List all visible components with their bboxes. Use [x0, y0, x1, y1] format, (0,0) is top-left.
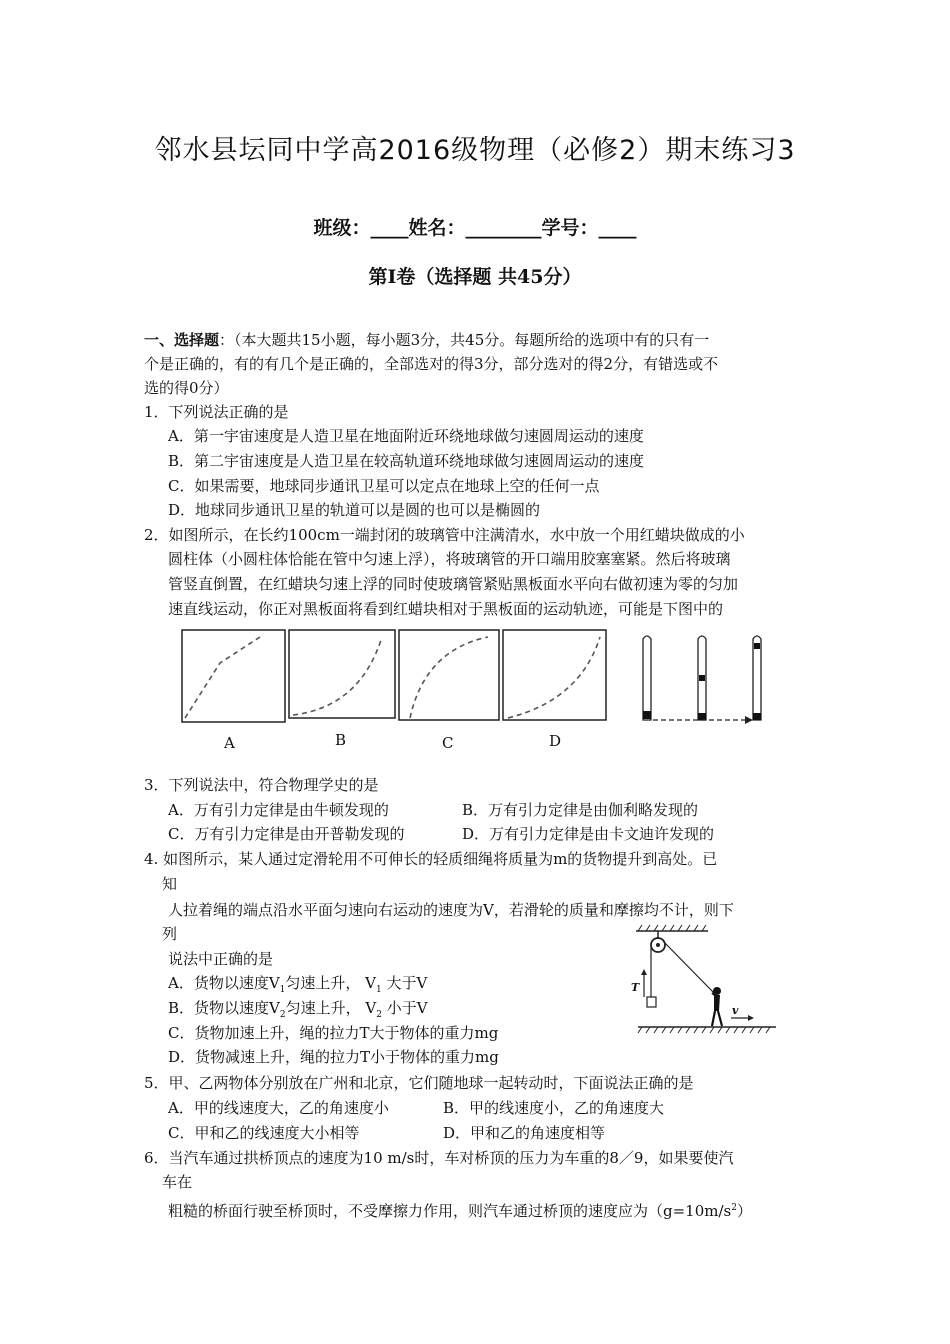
student-info-line: [0, 213, 950, 240]
q6-line-3-text: 粗糙的桥面行驶至桥顶时，不受摩擦力作用，则汽车通过桥顶的速度应为（g=10m/s: [168, 1202, 732, 1220]
q4-velocity-arrow-head: [748, 1015, 754, 1021]
q2-tube-base-3: [753, 713, 761, 720]
q4-line-2: 知: [162, 875, 178, 893]
q2-wax-block-1: [643, 711, 651, 719]
q1-stem: 1．下列说法正确的是: [144, 403, 289, 421]
q5-option-b: B．甲的线速度小，乙的角速度大: [443, 1099, 665, 1117]
q4-line-5: 说法中正确的是: [168, 950, 274, 968]
q2-box-c: [399, 630, 499, 720]
q2-path-a: [185, 637, 260, 718]
q2-label-d: D: [549, 732, 562, 750]
q2-line-2: 圆柱体（小圆柱体恰能在管中匀速上浮），将玻璃管的开口端用胶塞塞紧。然后将玻璃: [168, 550, 731, 568]
q2-box-d: [503, 630, 606, 720]
q4-tension-arrow-head: [641, 969, 647, 975]
name-label: 姓名：: [408, 217, 466, 239]
q4-line-3: 人拉着绳的端点沿水平面匀速向右运动的速度为V，若滑轮的质量和摩擦均不计，则下: [168, 901, 734, 919]
id-blank[interactable]: ____: [598, 217, 637, 239]
q4-line-4: 列: [162, 925, 178, 943]
q1-option-a: A．第一宇宙速度是人造卫星在地面附近环绕地球做匀速圆周运动的速度: [168, 427, 644, 445]
q4-velocity-label: v: [732, 1004, 739, 1017]
q2-tube-base-2: [698, 713, 706, 720]
q2-label-a: A: [224, 734, 235, 752]
q2-path-c: [410, 637, 488, 718]
q2-tube-1: [643, 636, 651, 720]
q3-option-b: B．万有引力定律是由伽利略发现的: [462, 801, 699, 819]
q2-wax-block-3: [754, 643, 760, 649]
q3-option-d: D．万有引力定律是由卡文迪许发现的: [462, 825, 715, 843]
q4-person: [712, 987, 722, 1026]
q1-option-b: B．第二宇宙速度是人造卫星在较高轨道环绕地球做匀速圆周运动的速度: [168, 452, 645, 470]
section-intro-line-1: [144, 328, 709, 352]
q2-line-3: 管竖直倒置，在红蜡块匀速上浮的同时使玻璃管紧贴黑板面水平向右做初速为零的匀加: [168, 575, 739, 593]
q1-option-c: C．如果需要，地球同步通讯卫星可以定点在地球上空的任何一点: [168, 477, 600, 495]
page-title: 邻水县坛同中学高2016级物理（必修2）期末练习3: [154, 135, 796, 166]
q2-line-4: 速直线运动，你正对黑板面将看到红蜡块相对于黑板面的运动轨迹，可能是下图中的: [168, 600, 724, 618]
q5-option-a: A．甲的线速度大，乙的角速度小: [168, 1099, 389, 1117]
q6-line-3-close: ）: [736, 1202, 752, 1220]
q6-line-1: 6．当汽车通过拱桥顶点的速度为10 m/s时，车对桥顶的压力为车重的8／9，如果要使汽: [144, 1149, 734, 1167]
q4-option-b-text: B．货物以速度V: [168, 999, 280, 1017]
q6-line-3: [168, 1196, 752, 1223]
section-intro-text: ：（本大题共15小题，每小题3分，共45分。每题所给的选项中有的只有一: [219, 331, 710, 349]
section-heading: 一、选择题: [144, 331, 220, 349]
q6-line-2: 车在: [162, 1173, 193, 1191]
q4-option-d: D．货物减速上升，绳的拉力T小于物体的重力mg: [168, 1048, 499, 1066]
id-label: 学号：: [541, 217, 599, 239]
q3-option-c: C．万有引力定律是由开普勒发现的: [168, 825, 405, 843]
q2-motion-arrow-head: [745, 716, 753, 724]
q2-wax-block-2: [699, 675, 705, 681]
q4-option-a-sub-1: 1: [279, 985, 286, 995]
q4-option-b-text-2: 匀速上升， V: [285, 999, 377, 1017]
class-label: 班级：: [313, 217, 371, 239]
q4-option-a-sub-2: 1: [376, 985, 382, 995]
q2-line-1: 2．如图所示，在长约100cm一端封闭的玻璃管中注满清水，水中放一个用红蜡块做成的小: [144, 526, 745, 544]
q3-stem: 3．下列说法中，符合物理学史的是: [144, 776, 379, 794]
section-intro-line-3: 选的得0分）: [144, 379, 229, 397]
q2-label-c: C: [442, 734, 454, 752]
q3-option-a: A．万有引力定律是由牛顿发现的: [168, 801, 389, 819]
q4-cargo: [647, 997, 656, 1007]
q4-tension-label: T: [631, 981, 640, 994]
q2-label-b: B: [335, 731, 347, 749]
q4-option-a-text-2: 匀速上升， V: [285, 974, 377, 992]
q4-option-b-sub-1: 2: [279, 1010, 286, 1020]
section-intro-line-2: 个是正确的，有的有几个是正确的，全部选对的得3分，部分选对的得2分，有错选或不: [144, 355, 719, 373]
q6-line-3-sup: 2: [731, 1203, 737, 1213]
q4-line-1: 4. 如图所示，某人通过定滑轮用不可伸长的轻质细绳将质量为m的货物提升到高处。已: [144, 850, 718, 868]
name-blank[interactable]: ________: [465, 217, 542, 239]
q1-option-d: D．地球同步通讯卫星的轨道可以是圆的也可以是椭圆的: [168, 501, 541, 519]
q4-option-c: C．货物加速上升，绳的拉力T大于物体的重力mg: [168, 1024, 499, 1042]
q4-option-a-text: A．货物以速度V: [168, 974, 280, 992]
q4-pulley-figure: [628, 925, 778, 1045]
class-blank[interactable]: ____: [370, 217, 409, 239]
q4-option-b-sub-2: 2: [376, 1010, 382, 1020]
q2-path-b: [293, 637, 382, 715]
q4-option-b-text-3: 小于V: [381, 999, 428, 1017]
q4-rope-slanted: [663, 941, 714, 993]
q5-option-c: C．甲和乙的线速度大小相等: [168, 1124, 360, 1142]
q2-trajectory-figure: [175, 625, 775, 750]
q5-stem: 5．甲、乙两物体分别放在广州和北京，它们随地球一起转动时，下面说法正确的是: [144, 1074, 694, 1092]
q5-option-d: D．甲和乙的角速度相等: [443, 1124, 606, 1142]
volume-heading: 第Ⅰ卷（选择题 共45分）: [368, 266, 582, 288]
q2-path-d: [508, 637, 600, 718]
q4-option-a-text-3: 大于V: [381, 974, 428, 992]
q2-box-a: [182, 630, 285, 722]
q4-pulley-axle: [656, 943, 660, 947]
